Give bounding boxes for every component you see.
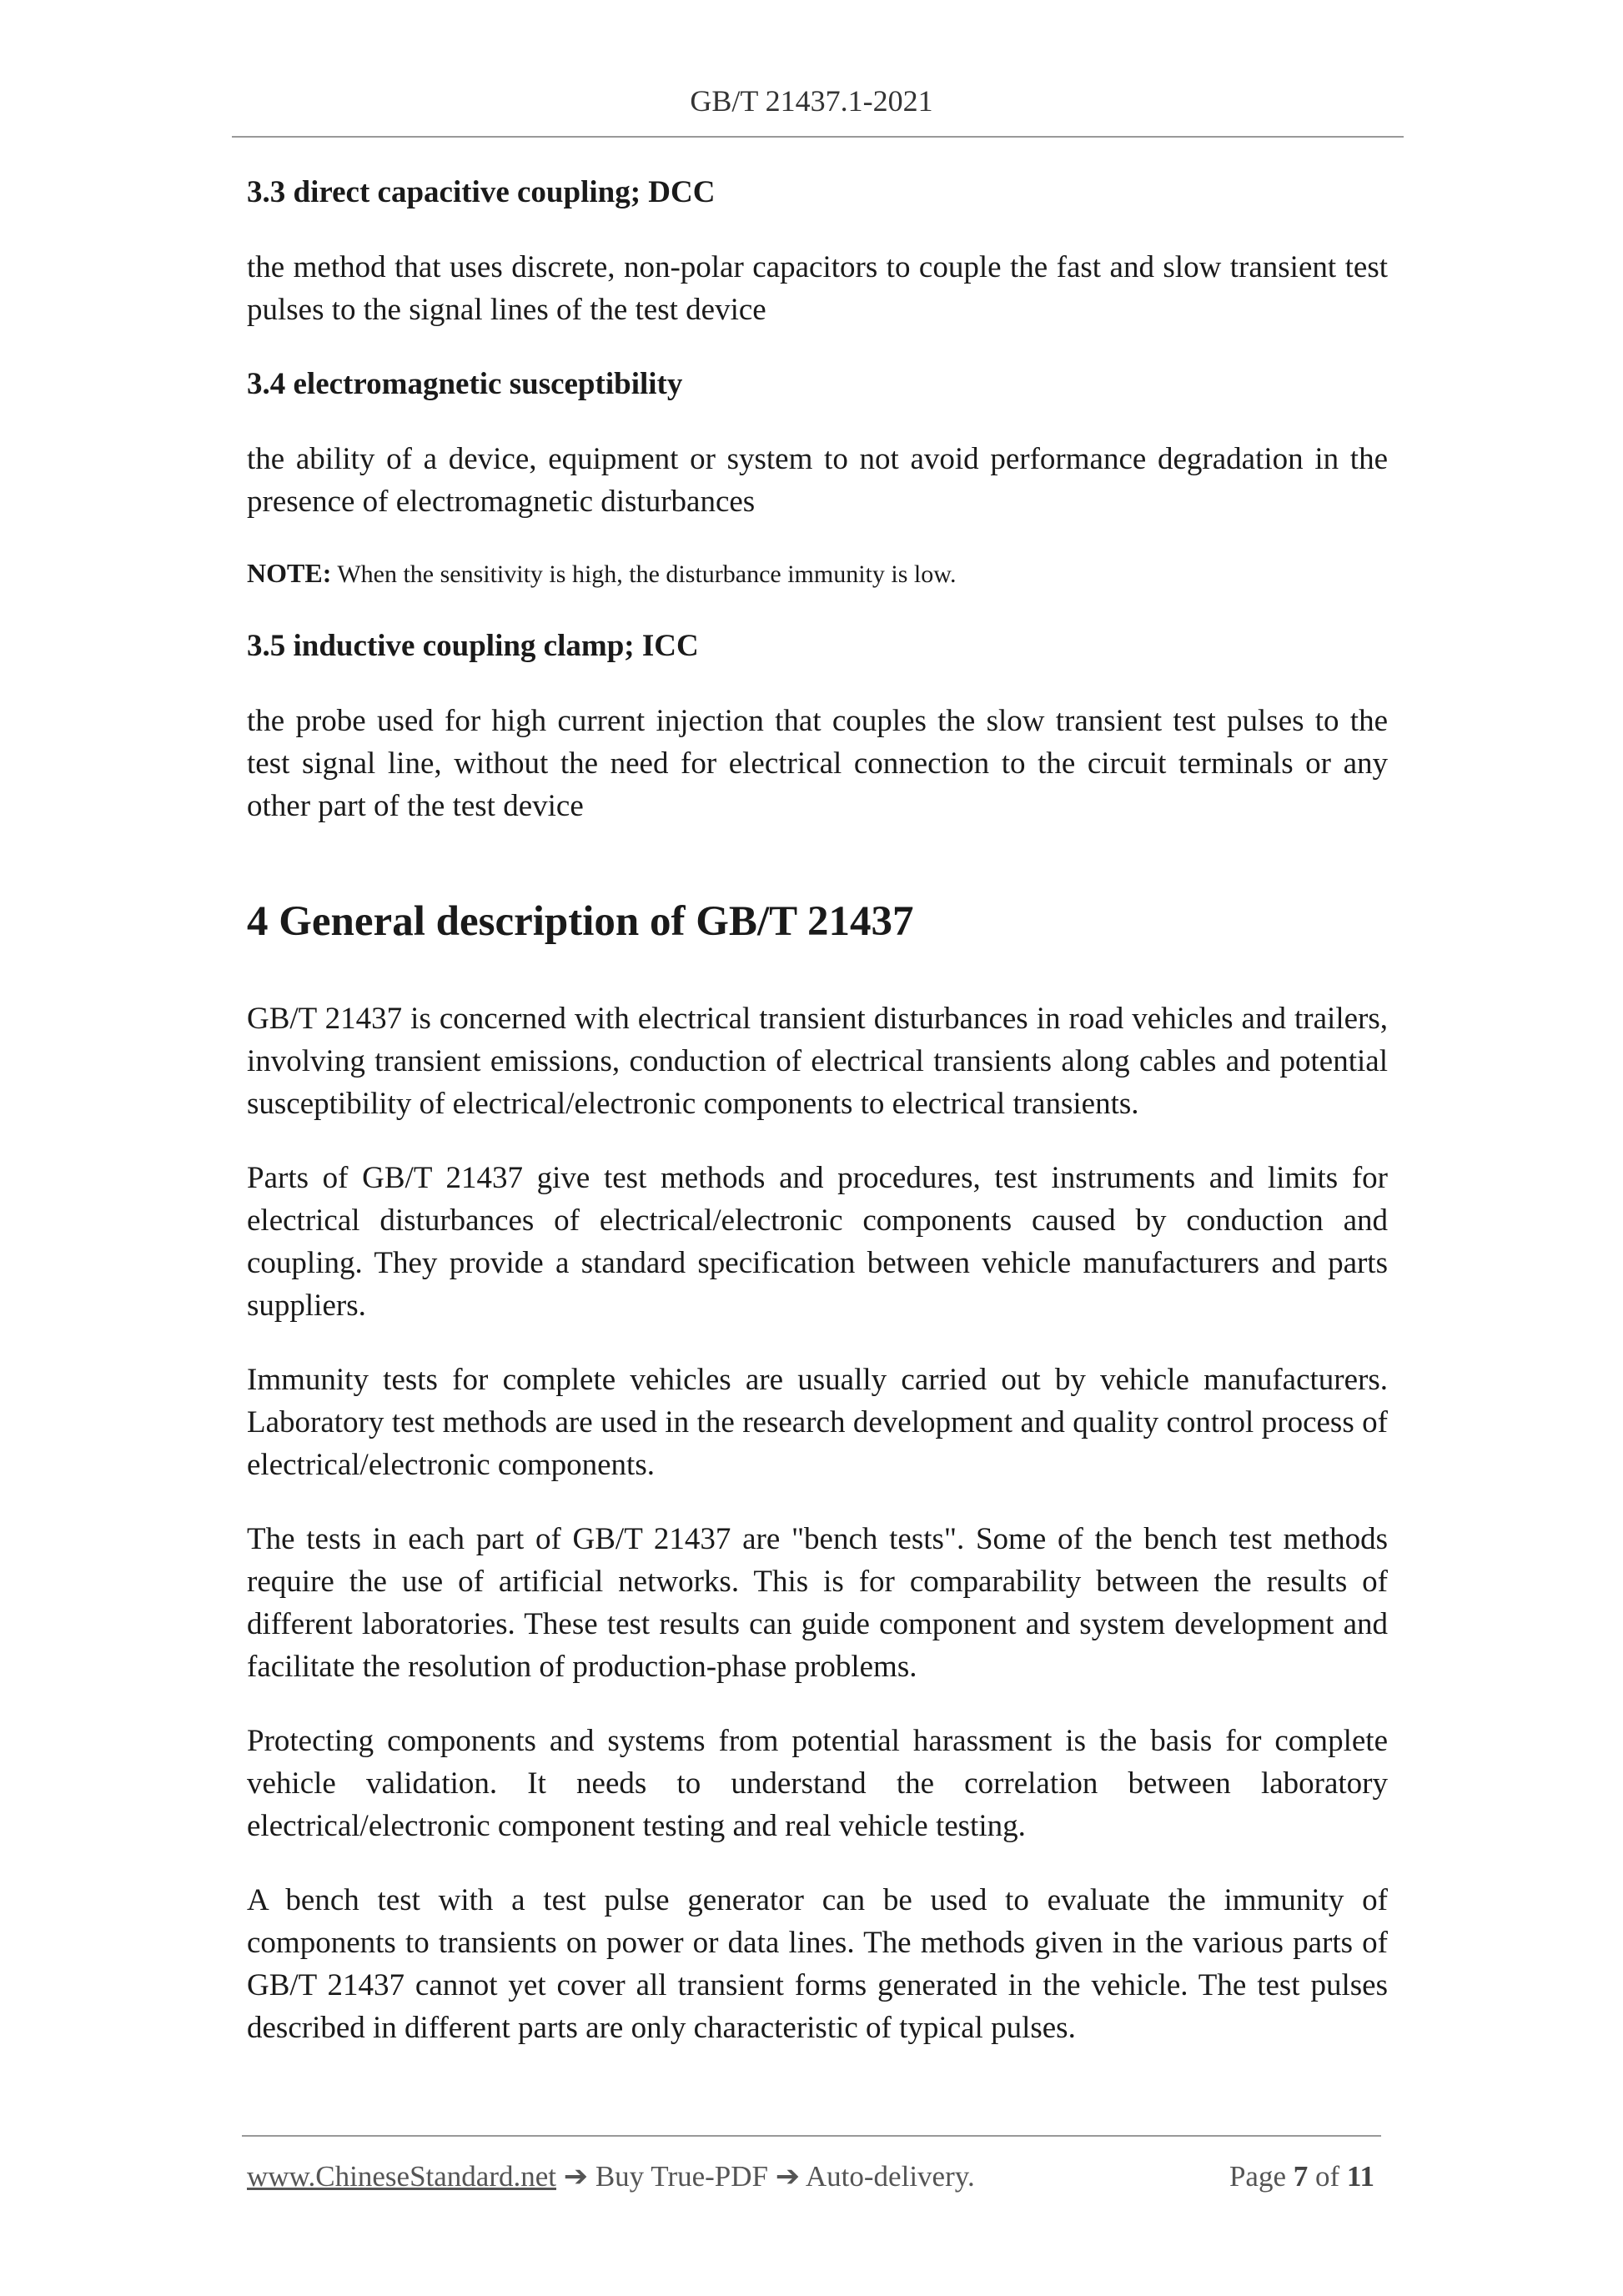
page-number — [1229, 2160, 1374, 2193]
footer-promo — [247, 2160, 975, 2193]
section-4-paragraph: A bench test with a test pulse generator can be used to evaluate the immunity of components to transients on power or data lines. The methods given in the various parts of GB/T 21437 cannot yet cover all transient forms generated in the vehicle. The test pulses described in different parts are only characteristic of typical pulses. — [247, 1883, 1388, 2045]
term-3-4-title: 3.4 electromagnetic susceptibility — [247, 367, 683, 401]
footer-divider — [242, 2135, 1381, 2137]
note-text: When the sensitivity is high, the disturbance immunity is low. — [337, 560, 957, 588]
arrow-right-icon: ➔ — [563, 2160, 589, 2193]
arrow-right-icon: ➔ — [775, 2160, 801, 2193]
note-label: NOTE: — [247, 558, 332, 588]
section-4-paragraph: Protecting components and systems from potential harassment is the basis for complete vehicle validation. It needs to understand the correlation between laboratory electrical/electronic component testing and real vehicle testing. — [247, 1724, 1388, 1843]
website-link[interactable]: www.ChineseStandard.net — [247, 2160, 556, 2193]
section-4-paragraph: The tests in each part of GB/T 21437 are "bench tests". Some of the bench test methods require the use of artificial networks. This is for comparability between the results of different laboratories. These test results can guide component and system development and facilitate the resolution of production-phase problems. — [247, 1522, 1388, 1684]
term-3-4-note — [247, 555, 1388, 593]
term-3-3-title: 3.3 direct capacitive coupling; DCC — [247, 175, 716, 209]
running-header: GB/T 21437.1-2021 — [690, 84, 933, 118]
total-pages: 11 — [1346, 2160, 1374, 2193]
section-4-paragraph: GB/T 21437 is concerned with electrical transient disturbances in road vehicles and trailers, involving transient emissions, conduction of electrical transients along cables and potential susceptibility of electrical/electronic components to electrical transients. — [247, 1002, 1388, 1121]
section-4-heading: 4 General description of GB/T 21437 — [247, 898, 914, 945]
term-3-5-title: 3.5 inductive coupling clamp; ICC — [247, 629, 699, 663]
current-page: 7 — [1293, 2160, 1309, 2193]
page-label: Page — [1229, 2160, 1287, 2193]
term-3-3-definition: the method that uses discrete, non-polar capacitors to couple the fast and slow transient test pulses to the signal lines of the test device — [247, 250, 1388, 327]
auto-delivery-text: Auto-delivery. — [805, 2160, 975, 2193]
section-4-paragraph: Parts of GB/T 21437 give test methods and procedures, test instruments and limits for electrical disturbances of electrical/electronic components caused by conduction and coupling. They provide a standard specification between vehicle manufacturers and parts suppliers. — [247, 1161, 1388, 1323]
term-3-5-definition: the probe used for high current injection that couples the slow transient test pulses to the test signal line, without the need for electrical connection to the circuit terminals or any other part of the test device — [247, 704, 1388, 823]
section-4-paragraph: Immunity tests for complete vehicles are usually carried out by vehicle manufacturers. Laboratory test methods are used in the research development and quality control process of electrical/electronic components. — [247, 1363, 1388, 1482]
buy-true-pdf-text: Buy True-PDF — [595, 2160, 768, 2193]
of-label: of — [1315, 2160, 1340, 2193]
header-divider — [232, 136, 1404, 138]
term-3-4-definition: the ability of a device, equipment or system to not avoid performance degradation in the presence of electromagnetic disturbances — [247, 442, 1388, 519]
page-body — [247, 171, 1388, 2081]
